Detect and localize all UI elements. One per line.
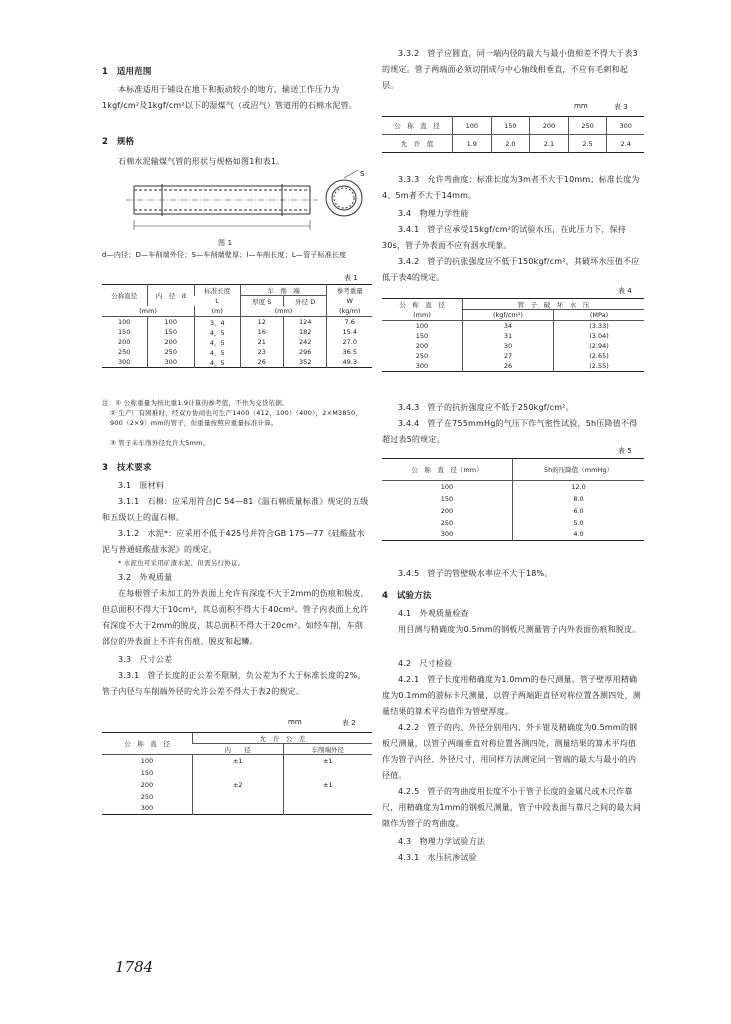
table-cell: 8.0 [513,493,645,505]
table-4-label: 表 4 [618,287,632,295]
section-4-2-5: 4.2.5 管子的弯曲度用长度不小于管子长度的金属尺或木尺作靠尺，用精确度为1mm的钢板尺测量，管子中段表面与靠尺之间的最大间隙作为管子的弯曲度。 [382,787,642,828]
table-cell: 49.3 [327,357,372,368]
table-cell: 21 [240,337,283,347]
table-cell: ±1 [283,779,372,791]
table-cell: 200 [118,338,131,346]
table-cell: 124 [283,317,326,328]
table-cell: 26 [463,361,554,372]
section-4-1: 4.1 外观质量检查 [398,609,469,618]
section-3-3: 3.3 尺寸公差 [118,655,173,664]
table-1 [102,284,372,368]
page-number: 1784 [115,958,154,976]
figure-caption: d—内径；D—车削端外径；S—车削端壁厚；l—车削长度；L—管子标准长度 [102,251,347,259]
section-3-4-1: 3.4.1 管子应承受15kgf/cm²的试验水压，在此压力下，保持30s，管子外表面不应有洇水现象。 [382,225,626,250]
section-3-1: 3.1 原材料 [118,481,165,490]
section-4-2-1: 4.2.1 管子长度用精确度为1.0mm的卷尺测量。管子壁厚用精确度为0.1mm的游标卡尺测量，以管子两端距直径对称位置各测四处，测量结果的算术平均值作为管壁厚度。 [382,675,641,716]
t1-h-od: 外径 D [283,296,326,307]
section-3-4: 3.4 物理力学性能 [398,209,469,218]
section-4-3-1: 4.3.1 水压抗渗试验 [398,853,477,862]
table-cell: 2.1 [530,135,569,153]
section-2-body: 石棉水泥输煤气管的形状与规格如图1和表1。 [118,157,285,166]
table-cell: 36.5 [327,347,372,357]
table-cell: 100 [415,322,429,330]
table-cell: (2.94) [554,341,645,351]
table-cell: 100 [453,117,492,135]
t1-h-len-sym: L [215,296,219,305]
table-cell [193,767,284,779]
table-cell: 3，4 [195,317,241,328]
section-1-heading: 1 适用范围 [102,67,152,77]
table-cell: 34 [463,321,554,332]
section-3-3-2: 3.3.2 管子应圆直，同一端内径的最大与最小值相差不得大于表3的规定。管子两端面必须切削成与中心轴线相垂直，不应有毛刺和起层。 [382,49,638,90]
table-cell: 250 [440,518,454,527]
t4-unit-mpa: (MPa) [554,310,645,321]
table-cell: 250 [140,792,154,801]
t1-h-weight-sym: W [327,296,372,307]
section-1-body: 本标准适用于铺设在地下和振动较小的地方，输送工作压力为1kgf/cm²及1kgf/cm²以下的湿煤气（或沼气）管道用的石棉水泥管。 [102,85,358,110]
table-cell: ±2 [193,779,284,791]
table-2-unit: mm [288,718,302,726]
table-cell: 300 [147,357,195,368]
section-4-heading: 4 试验方法 [382,591,432,601]
table-1-label: 表 1 [344,274,358,282]
section-3-2-body: 在每根管子未加工的外表面上允许有深度不大于2mm的伤痕和脱皮，但总面积不得大于10cm²，其总面积不得大于40cm²。管子内表面上允许有深度不大于2mm的脱皮，其总面积不得大于20cm²。如经车削，车削部位的外表面上不许有伤痕、脱皮和起鳞。 [102,589,369,646]
table-cell: 300 [607,117,644,135]
section-3-1-1: 3.1.1 石棉：应采用符合JC 54—81《温石棉质量标准》规定的五级和五级以上的温石棉。 [102,497,369,522]
fig-label-s: S [360,170,365,178]
table-cell: 250 [118,348,131,356]
table-3-unit: mm [574,102,588,110]
table-cell: 300 [140,804,154,813]
table-cell: 150 [140,768,154,777]
t5-h-dn: 公 称 直 径（mm） [411,466,483,474]
table-1-note-3: ③ 管子未车削外径允许大5mm。 [110,439,210,447]
section-3-4-4: 3.4.4 管子在755mmHg的气压下作气密性试验，5h压降值不得超过表5的规定。 [382,419,638,444]
pipe-diagram [122,170,372,236]
table-cell: 12.0 [513,481,645,493]
figure-title: 图 1 [218,239,233,247]
table-cell: 100 [440,482,454,491]
table-cell: 200 [530,117,569,135]
table-cell: 242 [283,337,326,347]
table-cell: (3.04) [554,331,645,341]
table-cell: (3.33) [554,321,645,332]
table-cell [283,791,372,803]
table-cell: 2.4 [607,135,644,153]
table-cell: 4，5 [195,327,241,337]
table-cell: 23 [240,347,283,357]
section-3-1-2-note: * 水泥也可采用矿渣水泥，但需另行协议。 [118,559,245,567]
table-cell: 250 [147,347,195,357]
table-cell: 4，5 [195,337,241,347]
table-cell: 250 [568,117,607,135]
t5-h-drop: 5h的压降值（mmHg） [513,459,645,481]
section-3-3-1: 3.3.1 管子长度的正公差不限制，负公差为不大于标准长度的2%。管子内径与车削端外径的允许公差不得大于表2的规定。 [102,671,366,696]
t3-h-dn: 公 称 直 径 [394,122,440,130]
table-cell: 300 [415,362,429,370]
section-3-2: 3.2 外观质量 [118,573,173,582]
table-cell: 150 [118,328,131,336]
table-cell: (2.65) [554,351,645,361]
t4-h-pressure: 管 子 破 坏 水 压 [463,299,645,310]
table-cell: 30 [463,341,554,351]
table-cell: 300 [118,358,131,366]
table-cell: 200 [147,337,195,347]
table-2 [102,732,372,815]
table-cell: 4，5 [195,347,241,357]
table-1-note-1: 注：① 公称重量为按比重1.9计算的参考值，不作为交货依据。 [102,399,289,407]
section-3-3-3: 3.3.3 允许弯曲度：标准长度为3m者不大于10mm；标准长度为4、5m者不大于14mm。 [382,175,640,200]
table-cell: 16 [240,327,283,337]
t2-h-id: 内 径 [224,745,251,754]
table-cell: 182 [283,327,326,337]
t4-h-dn: 公 称 直 径 [399,300,445,309]
t1-h-wall: 厚度 S [240,296,283,307]
t4-unit-kgf: (kgf/cm²) [463,310,554,321]
table-cell: 4，5 [195,357,241,368]
table-cell: 1.9 [453,135,492,153]
table-cell: 100 [140,756,154,765]
section-4-2: 4.2 尺寸检验 [398,659,453,668]
table-cell: 6.0 [513,505,645,517]
t1-unit-m: (m) [195,306,241,317]
table-cell: 150 [415,332,429,340]
table-cell [193,803,284,815]
t1-unit-kg: (kg/m) [327,306,372,317]
table-5-label: 表 5 [618,447,632,455]
table-cell: 250 [415,352,429,360]
table-cell: 2.5 [568,135,607,153]
table-cell: 100 [147,317,195,328]
table-cell: 200 [440,506,454,515]
table-cell: 100 [118,318,131,326]
table-cell: 200 [140,780,154,789]
t1-unit-mm: (mm) [139,307,157,315]
table-cell: ±1 [283,755,372,767]
table-cell: 31 [463,331,554,341]
table-cell: 5.0 [513,517,645,529]
table-cell [193,791,284,803]
section-4-1-body: 用目测与精确度为0.5mm的钢板尺测量管子内外表面伤痕和脱皮。 [398,625,641,634]
table-cell: ±1 [193,755,284,767]
t2-h-tol: 允 许 公 差 [193,733,373,744]
table-cell: 15.4 [327,327,372,337]
table-cell: (2.55) [554,361,645,372]
section-3-4-5: 3.4.5 管子的管壁吸水率应不大于18%。 [398,569,553,578]
table-cell: 150 [147,327,195,337]
t3-h-tol: 允 许 值 [400,140,434,148]
table-3-label: 表 3 [614,103,628,111]
t1-h-dn: 公称直径 [111,292,138,300]
table-cell: 4.0 [513,529,645,541]
table-cell: 352 [283,357,326,368]
table-1-note-2: ② 生产厂有困难时，经双方协商也可生产1400（412，100）（400），2×M3850，900（2×9）mm的管子，但重量按照应重量标准计算。 [110,409,363,427]
table-5 [382,458,644,541]
table-cell: 7.6 [327,317,372,328]
table-cell: 26 [240,357,283,368]
table-cell: 150 [491,117,530,135]
t1-unit-mm2: (mm) [240,306,327,317]
table-cell: 296 [283,347,326,357]
section-3-4-2: 3.4.2 管子的抗张强度应不低于150kgf/cm²，其破坏水压值不应低于表4的规定。 [382,257,640,282]
t1-h-end: 车 削 端 [240,285,327,296]
t1-h-len: 标准长度 [195,285,241,296]
table-cell [283,767,372,779]
t2-h-od: 车削端外径 [283,744,372,755]
t2-h-dn: 公 称 直 径 [124,740,170,748]
section-3-heading: 3 技术要求 [102,463,152,473]
table-cell: 27 [463,351,554,361]
table-cell: 2.0 [491,135,530,153]
table-cell: 150 [440,494,454,503]
table-cell [283,803,372,815]
section-4-3: 4.3 物理力学试验方法 [398,837,486,846]
section-3-1-2: 3.1.2 水泥*：应采用不低于425号并符合GB 175—77《硅酸盐水泥与普通硅酸盐水泥》的规定。 [102,529,365,554]
section-2-heading: 2 规格 [102,137,135,147]
table-cell: 300 [440,530,454,539]
section-3-4-3: 3.4.3 管子的抗折强度应不低于250kgf/cm²。 [398,403,574,412]
section-4-2-2: 4.2.2 管子的内、外径分别用内、外卡钳及精确度为0.5mm的钢板尺测量，以管子两端垂直对称位置各测四处，测量结果的算术平均值作为管子内径、外径尺寸，用同样方法测定同一管端的最大与最小的内径值。 [382,723,638,780]
table-2-label: 表 2 [342,719,356,727]
t1-h-weight: 参考重量 [327,285,372,296]
t1-h-id: 内 径 d [147,285,195,307]
table-cell: 12 [240,317,283,328]
t4-unit-mm: (mm) [413,310,431,319]
table-cell: 200 [415,342,429,350]
table-cell: 27.0 [327,337,372,347]
table-4 [382,298,644,372]
table-3 [382,116,644,153]
